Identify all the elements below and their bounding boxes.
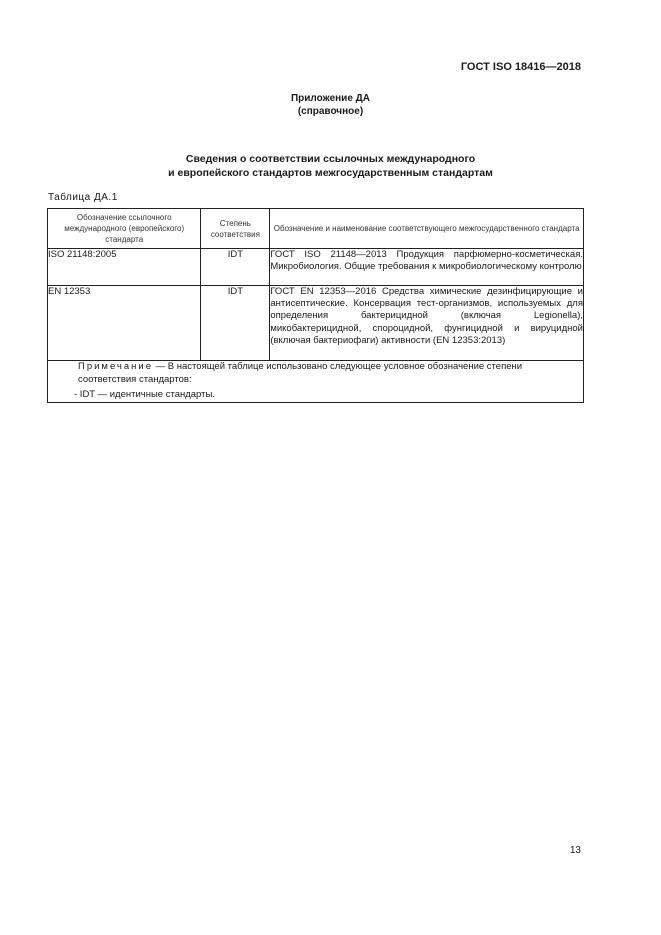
description-cell: ГОСТ EN 12353—2016 Средства химические дезинфицирующие и антисептические. Консервация тест-организмов, используемых для определения бактерицидной (включая Legionella), микобактерицидной, спороцидной, фунгицидной и вируцидной (включая бактериофаги) активности (EN 12353:2013) (270, 286, 584, 361)
note-paragraph (48, 361, 583, 386)
annex-subtitle: (справочное) (297, 106, 364, 117)
header-reference-standard: Обозначение ссылочного международного (европейского) стандарта (48, 209, 201, 249)
section-title-line-1: Сведения о соответствии ссылочных международного (185, 153, 476, 165)
table-header-row (48, 209, 584, 249)
correspondence-table (47, 208, 584, 403)
annex-title: Приложение ДА (290, 93, 371, 104)
header-interstate-standard: Обозначение и наименование соответствующего межгосударственного стандарта (270, 209, 584, 249)
table-row (48, 286, 584, 361)
reference-cell: EN 12353 (48, 286, 201, 361)
page-number: 13 (569, 845, 581, 856)
description-cell: ГОСТ ISO 21148—2013 Продукция парфюмерно-косметическая. Микробиология. Общие требования к микробиологическому контролю (270, 249, 584, 286)
reference-cell: ISO 21148:2005 (48, 249, 201, 286)
degree-cell: IDT (201, 249, 270, 286)
note-list-item: - IDT — идентичные стандарты. (74, 389, 215, 400)
section-title (0, 153, 661, 180)
table-caption: Таблица ДА.1 (48, 192, 118, 203)
degree-cell: IDT (201, 286, 270, 361)
header-degree: Степень соответствия (201, 209, 270, 249)
table-note (48, 361, 584, 403)
section-title-line-2: и европейского стандартов межгосударственным стандартам (168, 166, 493, 179)
document-code: ГОСТ ISO 18416—2018 (460, 61, 581, 73)
note-text: В настоящей таблице использовано следующее условное обозначение степени соответствия стандартов: (78, 361, 523, 385)
annex-heading (0, 92, 661, 118)
table-note-row (48, 361, 584, 403)
note-label: Примечание (78, 361, 153, 372)
note-dash: — (155, 361, 166, 372)
table-row (48, 249, 584, 286)
